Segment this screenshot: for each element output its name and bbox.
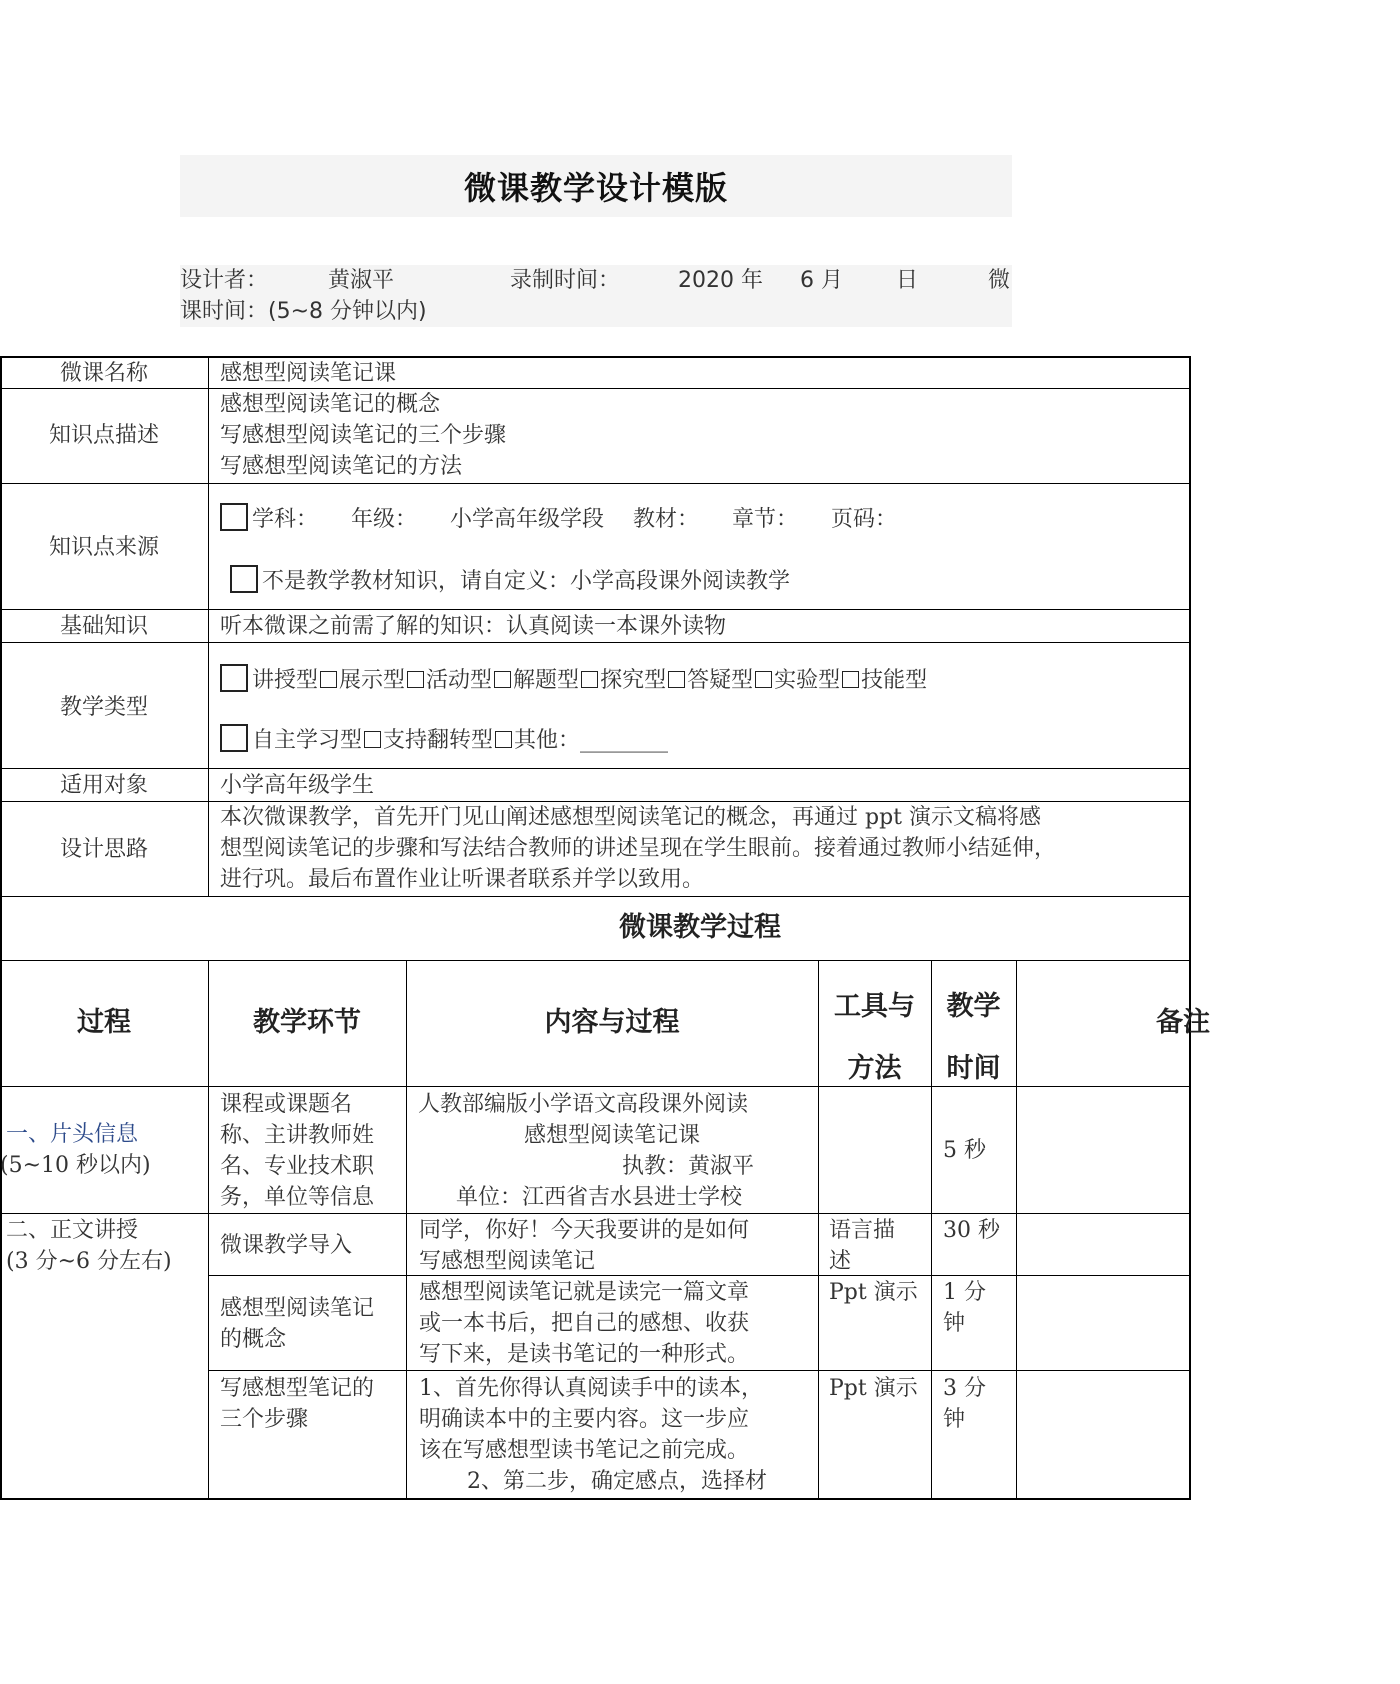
row4-content-line: 2、第二步，确定感点，选择材 [467, 1469, 767, 1494]
col-tool [818, 976, 931, 1100]
rule [0, 1213, 1191, 1214]
type-label: 教学类型 [59, 695, 148, 720]
row2-tool-line: 述 [829, 1249, 852, 1274]
audience-label: 适用对象 [59, 773, 148, 798]
type-line-1 [220, 664, 927, 696]
row1-content-line: 单位：江西省吉水县进士学校 [456, 1185, 743, 1210]
knowledge-lines [220, 389, 506, 482]
row3-content-line: 感想型阅读笔记就是读完一篇文章 [419, 1280, 750, 1305]
knowledge-line: 写感想型阅读笔记的方法 [220, 454, 463, 479]
type-option: 自主学习型 [252, 728, 363, 753]
source-text-2: 不是教学教材知识，请自定义：小学高段课外阅读教学 [262, 569, 791, 594]
record-year: 2020 年 [678, 268, 763, 293]
row1-content-line: 执教：黄淑平 [622, 1154, 755, 1179]
record-month: 6 月 [800, 268, 843, 293]
row1-step-line: 称、主讲教师姓 [220, 1123, 375, 1148]
knowledge-line: 写感想型阅读笔记的三个步骤 [220, 423, 507, 448]
rule [406, 960, 407, 1500]
section1-title-text: 一、片头信息 [6, 1122, 139, 1147]
type-option: 支持翻转型 [383, 728, 494, 753]
type-line-2 [220, 724, 668, 756]
checkbox[interactable] [364, 731, 381, 748]
row3-content [419, 1277, 749, 1370]
row3-time-line: 1 分 [943, 1280, 986, 1305]
document-title: 微课教学设计模版 [463, 169, 728, 207]
type-option: 其他：________ [514, 728, 669, 753]
idea-line: 本次微课教学，首先开门见山阐述感想型阅读笔记的概念，再通过 ppt 演示文稿将感 [220, 805, 1041, 830]
checkbox[interactable] [220, 724, 248, 752]
row1-content-line: 感想型阅读笔记课 [523, 1123, 700, 1148]
record-day: 日 [896, 268, 919, 293]
designer-label: 设计者： [180, 268, 269, 293]
section1-sub: (5~10 秒以内) [0, 1153, 151, 1178]
type-option: 实验型 [774, 668, 841, 693]
rule [0, 642, 1191, 643]
row4-step [220, 1373, 374, 1435]
type-option: 展示型 [339, 668, 406, 693]
row1-step-line: 务，单位等信息 [220, 1185, 375, 1210]
row4-time-line: 钟 [943, 1407, 966, 1432]
row2-content-line: 同学，你好！今天我要讲的是如何 [419, 1218, 750, 1243]
row4-step-line: 三个步骤 [220, 1407, 309, 1432]
col-note: 备注 [1156, 1007, 1210, 1038]
name-value: 感想型阅读笔记课 [220, 361, 397, 386]
row4-content-line: 该在写感想型读书笔记之前完成。 [419, 1438, 750, 1463]
row3-content-line: 写下来，是读书笔记的一种形式。 [419, 1342, 750, 1367]
row4-content-line: 1、首先你得认真阅读手中的读本， [419, 1376, 763, 1401]
idea-label: 设计思路 [59, 837, 148, 862]
designer-name: 黄淑平 [328, 268, 395, 293]
row3-time-line: 钟 [943, 1311, 966, 1336]
audience-value: 小学高年级学生 [220, 773, 375, 798]
row1-time: 5 秒 [943, 1138, 986, 1163]
checkbox[interactable] [495, 731, 512, 748]
section2-title: 二、正文讲授 [6, 1218, 139, 1243]
source-line-1 [220, 503, 897, 535]
basic-value: 听本微课之前需了解的知识：认真阅读一本课外读物 [220, 614, 727, 639]
checkbox[interactable] [407, 671, 424, 688]
row4-tool: Ppt 演示 [829, 1376, 918, 1401]
checkbox[interactable] [230, 565, 258, 593]
rule [208, 960, 209, 1500]
name-label: 微课名称 [59, 361, 148, 386]
type-option: 技能型 [861, 668, 928, 693]
col-tool-line: 工具与 [834, 991, 915, 1022]
row2-content-line: 写感想型阅读笔记 [419, 1249, 596, 1274]
type-option: 解题型 [513, 668, 580, 693]
row1-content [406, 1089, 818, 1213]
row2-step: 微课教学导入 [220, 1233, 353, 1258]
row3-time [943, 1277, 986, 1339]
section2-sub: (3 分~6 分左右) [6, 1249, 172, 1274]
checkbox[interactable] [220, 664, 248, 692]
rule [0, 768, 1191, 769]
row1-step-line: 名、专业技术职 [220, 1154, 375, 1179]
type-option: 探究型 [600, 668, 667, 693]
row1-step-line: 课程或课题名 [220, 1092, 353, 1117]
row3-step-line: 的概念 [220, 1327, 287, 1352]
col-step: 教学环节 [253, 1007, 361, 1038]
rule [0, 1498, 1191, 1500]
type-option: 活动型 [426, 668, 493, 693]
rule [0, 960, 1191, 961]
process-heading: 微课教学过程 [619, 912, 781, 943]
source-text-1: 学科： 年级： 小学高年级学段 教材： 章节： 页码： [252, 507, 897, 532]
rule [0, 896, 1191, 897]
row3-step [220, 1293, 374, 1355]
row2-time: 30 秒 [943, 1218, 1000, 1243]
source-line-2 [230, 565, 790, 597]
col-time-line: 时间 [946, 1053, 1001, 1084]
source-label: 知识点来源 [48, 535, 159, 560]
row3-tool: Ppt 演示 [829, 1280, 918, 1305]
row2-content [419, 1215, 749, 1277]
checkbox[interactable] [494, 671, 511, 688]
row2-tool [829, 1215, 895, 1277]
row4-time-line: 3 分 [943, 1376, 986, 1401]
checkbox[interactable] [668, 671, 685, 688]
basic-label: 基础知识 [59, 614, 148, 639]
checkbox[interactable] [842, 671, 859, 688]
duration-line: 课时间：(5~8 分钟以内) [180, 299, 427, 324]
rule [208, 1370, 1191, 1371]
record-label: 录制时间： [510, 268, 621, 293]
col-tool-line: 方法 [847, 1053, 902, 1084]
rule [0, 609, 1191, 610]
row4-time [943, 1373, 986, 1435]
row3-content-line: 或一本书后，把自己的感想、收获 [419, 1311, 750, 1336]
knowledge-label: 知识点描述 [48, 423, 159, 448]
idea-line: 想型阅读笔记的步骤和写法结合教师的讲述呈现在学生眼前。接着通过教师小结延伸， [220, 836, 1057, 861]
idea-line: 进行巩。最后布置作业让听课者联系并学以致用。 [220, 867, 705, 892]
row3-step-line: 感想型阅读笔记 [220, 1296, 375, 1321]
row4-content [419, 1373, 767, 1497]
col-content: 内容与过程 [544, 1007, 680, 1038]
checkbox[interactable] [320, 671, 337, 688]
col-time [931, 976, 1016, 1100]
rule [0, 388, 1191, 389]
type-option: 答疑型 [687, 668, 754, 693]
rule [208, 356, 209, 896]
rule [1016, 960, 1017, 1500]
row1-content-line: 人教部编版小学语文高段课外阅读 [418, 1092, 749, 1117]
section1-title [6, 1119, 138, 1150]
checkbox[interactable] [581, 671, 598, 688]
row2-tool-line: 语言描 [829, 1218, 896, 1243]
row1-step [220, 1089, 374, 1213]
idea-lines [220, 802, 1056, 895]
col-time-line: 教学 [946, 991, 1001, 1022]
knowledge-line: 感想型阅读笔记的概念 [220, 392, 441, 417]
type-option: 讲授型 [252, 668, 319, 693]
micro-char: 微 [988, 268, 1011, 293]
col-process: 过程 [77, 1007, 131, 1038]
row4-content-line: 明确读本中的主要内容。这一步应 [419, 1407, 750, 1432]
row4-step-line: 写感想型笔记的 [220, 1376, 375, 1401]
checkbox[interactable] [755, 671, 772, 688]
rule [0, 483, 1191, 484]
checkbox[interactable] [220, 503, 248, 531]
